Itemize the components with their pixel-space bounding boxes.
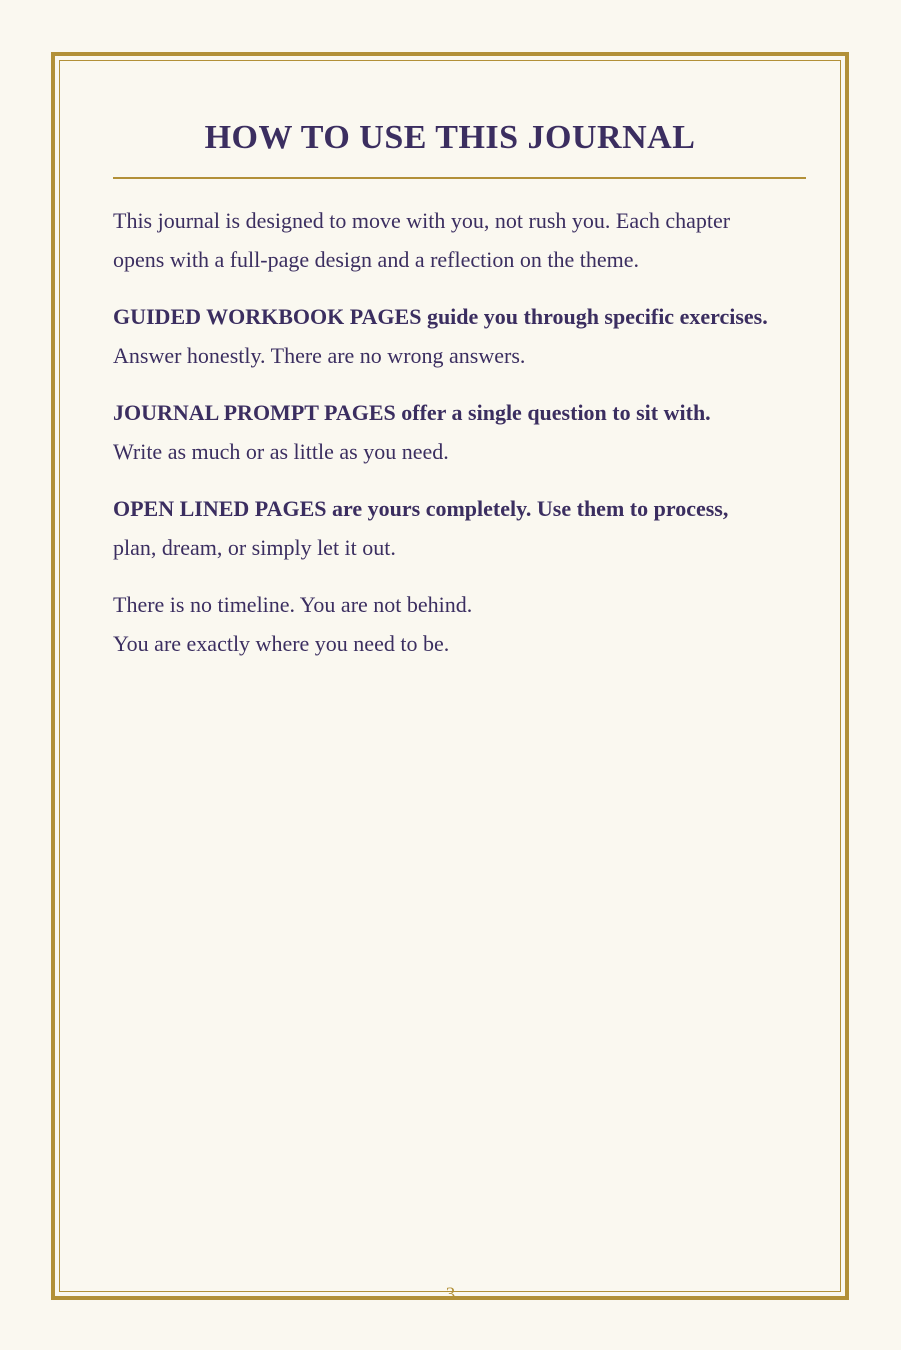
- paragraph-intro: [113, 201, 806, 279]
- paragraph-lead-line: JOURNAL PROMPT PAGES offer a single question to sit with.: [113, 400, 711, 425]
- paragraph-lead-line: GUIDED WORKBOOK PAGES guide you through specific exercises.: [113, 304, 768, 329]
- paragraph-line: opens with a full-page design and a reflection on the theme.: [113, 247, 639, 272]
- paragraph-line: plan, dream, or simply let it out.: [113, 535, 396, 560]
- paragraph-open-lined: [113, 489, 806, 567]
- inner-border-frame: [59, 60, 841, 1292]
- paragraph-line: This journal is designed to move with you, not rush you. Each chapter: [113, 208, 731, 233]
- paragraph-lead-line: OPEN LINED PAGES are yours completely. Use them to process,: [113, 496, 729, 521]
- page-content: [60, 61, 840, 1291]
- paragraph-line: Answer honestly. There are no wrong answers.: [113, 343, 526, 368]
- paragraph-line: You are exactly where you need to be.: [113, 631, 450, 656]
- page-title: HOW TO USE THIS JOURNAL: [204, 119, 696, 156]
- title-divider: [113, 177, 806, 179]
- paragraph-guided-workbook: [113, 297, 806, 375]
- paragraph-closing: [113, 585, 806, 663]
- paragraph-journal-prompt: [113, 393, 806, 471]
- paragraph-line: Write as much or as little as you need.: [113, 439, 449, 464]
- paragraph-line: There is no timeline. You are not behind.: [113, 592, 473, 617]
- outer-border-frame: [51, 52, 849, 1300]
- page-number: 3: [445, 1284, 456, 1305]
